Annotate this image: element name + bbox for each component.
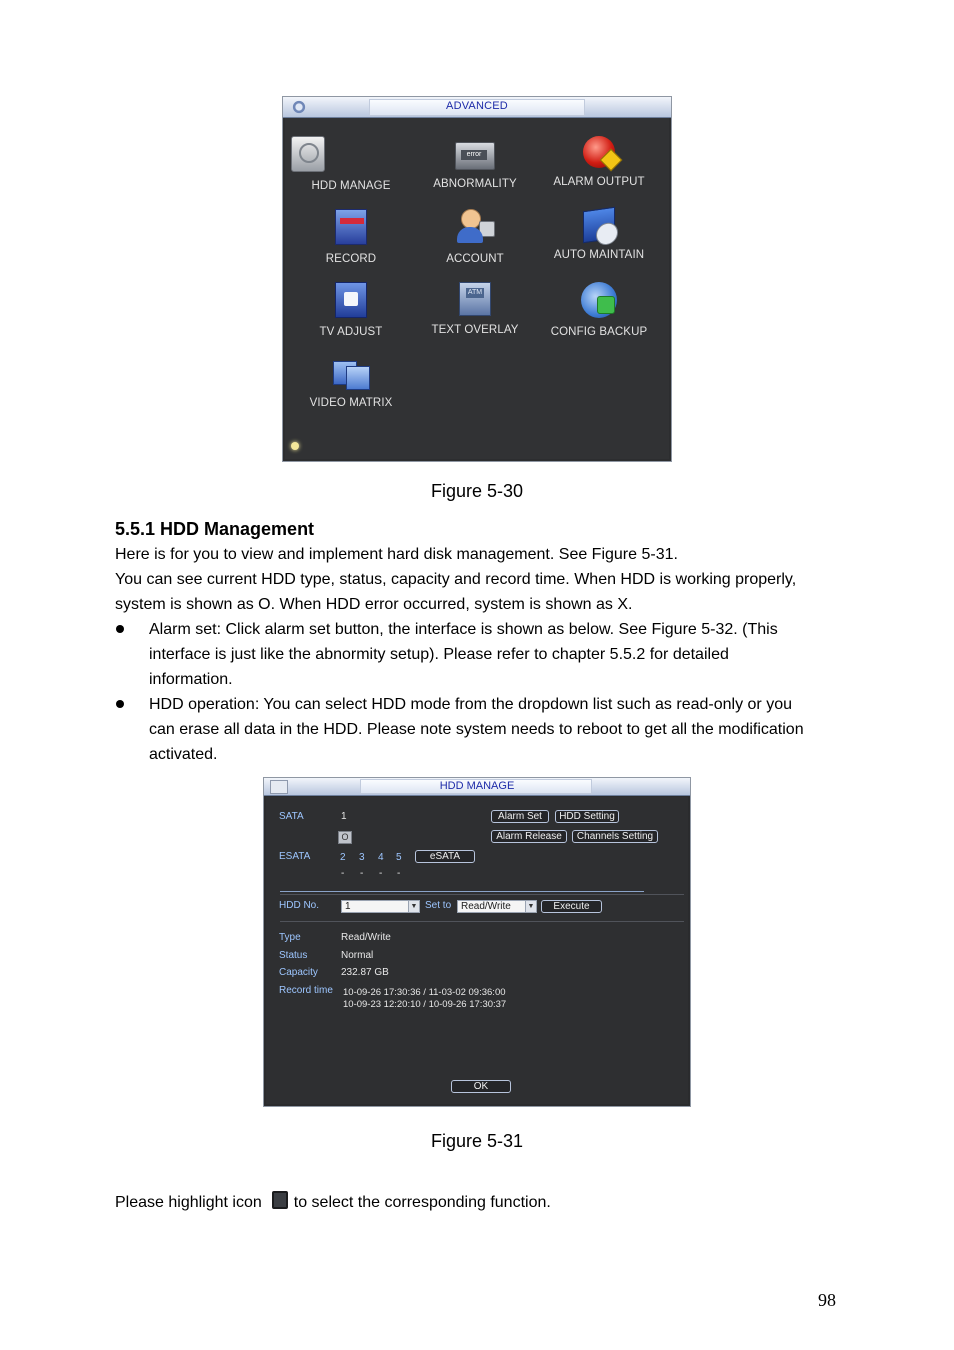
capacity-label: Capacity bbox=[279, 967, 318, 978]
config-backup-icon bbox=[581, 282, 617, 318]
bullet-marker bbox=[116, 700, 124, 708]
esata-number: 3 bbox=[359, 852, 365, 863]
atm-text-overlay-icon: ATM bbox=[459, 282, 491, 316]
advanced-menu-body bbox=[285, 118, 669, 459]
menu-item-alarm-output[interactable]: ALARM OUTPUT bbox=[537, 136, 661, 188]
esata-state: - bbox=[397, 868, 401, 879]
chevron-down-icon: ▼ bbox=[408, 901, 419, 912]
bullet-2-line-3: activated. bbox=[149, 746, 218, 763]
chevron-down-icon: ▼ bbox=[525, 901, 536, 912]
ok-button[interactable]: OK bbox=[451, 1080, 511, 1093]
advanced-title-bar bbox=[283, 97, 671, 118]
bullet-2-line-1: HDD operation: You can select HDD mode from the dropdown list such as read-only or you bbox=[149, 696, 792, 713]
esata-label: ESATA bbox=[279, 851, 311, 862]
alarm-release-button[interactable]: Alarm Release bbox=[491, 830, 567, 843]
menu-item-account[interactable]: ACCOUNT bbox=[413, 209, 537, 265]
hdd-no-label: HDD No. bbox=[279, 900, 320, 911]
menu-item-config-backup[interactable]: CONFIG BACKUP bbox=[537, 282, 661, 338]
paragraph-1: Here is for you to view and implement hard disk management. See Figure 5-31. bbox=[115, 546, 678, 563]
record-icon bbox=[335, 209, 367, 245]
bullet-1-line-1: Alarm set: Click alarm set button, the interface is shown as below. See Figure 5-32. (This bbox=[149, 621, 778, 638]
paragraph-2-line-1: You can see current HDD type, status, capacity and record time. When HDD is working properly, bbox=[115, 571, 797, 588]
status-value: Normal bbox=[341, 950, 374, 961]
set-to-label: Set to bbox=[425, 900, 452, 911]
alarm-output-icon bbox=[583, 136, 615, 168]
hdd-manage-title: HDD MANAGE bbox=[439, 780, 515, 792]
menu-item-tv-adjust[interactable]: TV ADJUST bbox=[289, 282, 413, 338]
divider bbox=[280, 921, 684, 922]
highlight-instruction: Please highlight icon to select the corresponding function. bbox=[115, 1190, 551, 1215]
highlight-icon bbox=[272, 1191, 288, 1209]
hdd-title-bar bbox=[264, 778, 690, 796]
divider bbox=[280, 891, 644, 892]
hdd-no-select[interactable]: 1 ▼ bbox=[341, 900, 420, 913]
record-time-value: 10-09-26 17:30:36 / 11-03-02 09:36:00 bbox=[343, 987, 506, 998]
advanced-menu-window bbox=[282, 96, 672, 462]
bullet-1-line-2: interface is just like the abnormity setup). Please refer to chapter 5.5.2 for detailed bbox=[149, 646, 729, 663]
record-time-value: 10-09-23 12:20:10 / 10-09-26 17:30:37 bbox=[343, 999, 507, 1010]
set-to-select[interactable]: Read/Write ▼ bbox=[457, 900, 537, 913]
alarm-set-button[interactable]: Alarm Set bbox=[491, 810, 549, 823]
section-heading: 5.5.1 HDD Management bbox=[115, 519, 315, 539]
paragraph-2-line-2: system is shown as O. When HDD error occurred, system is shown as X. bbox=[115, 596, 633, 613]
channels-setting-button[interactable]: Channels Setting bbox=[572, 830, 658, 843]
auto-maintain-icon bbox=[583, 207, 615, 243]
esata-state: - bbox=[360, 868, 364, 879]
type-label: Type bbox=[279, 932, 301, 943]
account-icon bbox=[457, 209, 493, 245]
figure-caption-5-31: Figure 5-31 bbox=[430, 1131, 524, 1151]
hdd-manage-window bbox=[263, 777, 691, 1107]
menu-item-abnormality[interactable]: error ABNORMALITY bbox=[413, 136, 537, 190]
menu-item-auto-maintain[interactable]: AUTO MAINTAIN bbox=[537, 209, 661, 261]
esata-number: 5 bbox=[396, 852, 402, 863]
capacity-value: 232.87 GB bbox=[341, 967, 389, 978]
menu-item-video-matrix[interactable]: VIDEO MATRIX bbox=[289, 355, 413, 409]
esata-state: - bbox=[379, 868, 383, 879]
advanced-title: ADVANCED bbox=[446, 100, 508, 112]
menu-item-record[interactable]: RECORD bbox=[289, 209, 413, 265]
bullet-marker bbox=[116, 625, 124, 633]
error-icon: error bbox=[455, 142, 495, 170]
menu-item-hdd-manage[interactable]: HDD MANAGE bbox=[289, 136, 413, 192]
page-number: 98 bbox=[818, 1290, 836, 1310]
hdd-setting-button[interactable]: HDD Setting bbox=[555, 810, 619, 823]
esata-state: - bbox=[341, 868, 345, 879]
menu-item-text-overlay[interactable]: ATM TEXT OVERLAY bbox=[413, 282, 537, 336]
type-value: Read/Write bbox=[341, 932, 391, 943]
light-bulb-icon bbox=[291, 442, 299, 450]
sata-number: 1 bbox=[341, 811, 347, 822]
bullet-1-line-3: information. bbox=[149, 671, 233, 688]
lock-icon bbox=[479, 221, 495, 237]
esata-number: 4 bbox=[378, 852, 384, 863]
divider bbox=[280, 894, 684, 895]
tv-adjust-icon bbox=[335, 282, 367, 318]
hdd-manage-body bbox=[266, 797, 688, 1104]
sata-label: SATA bbox=[279, 811, 304, 822]
esata-button[interactable]: eSATA bbox=[415, 850, 475, 863]
record-time-label: Record time bbox=[279, 985, 333, 996]
bullet-2-line-2: can erase all data in the HDD. Please note system needs to reboot to get all the modification bbox=[149, 721, 804, 738]
figure-caption-5-30: Figure 5-30 bbox=[430, 481, 524, 501]
video-matrix-icon bbox=[333, 359, 369, 389]
esata-number: 2 bbox=[340, 852, 346, 863]
sata-status-box[interactable]: O bbox=[338, 831, 352, 844]
execute-button[interactable]: Execute bbox=[541, 900, 602, 913]
hdd-icon bbox=[291, 136, 325, 172]
status-label: Status bbox=[279, 950, 308, 961]
